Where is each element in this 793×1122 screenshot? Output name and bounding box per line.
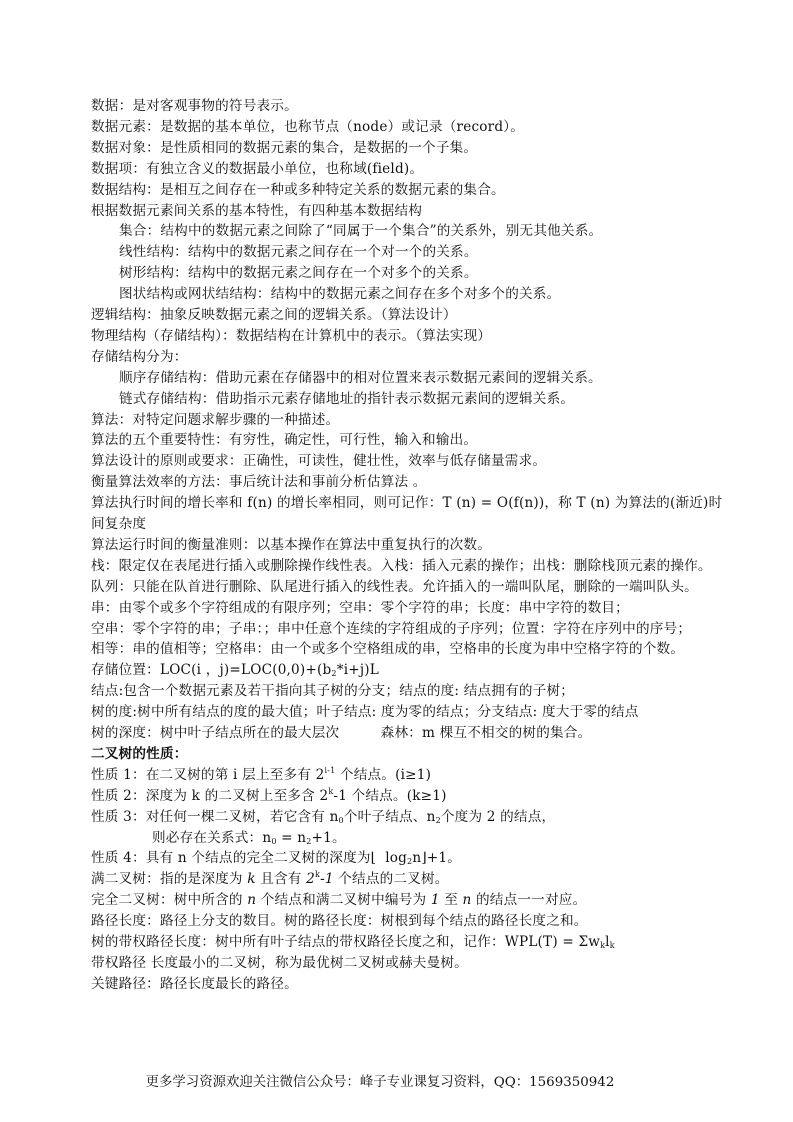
text-line bbox=[91, 430, 477, 450]
text-segment: 集合：结构中的数据元素之间除了“同属于一个集合”的关系外，别无其他关系。 bbox=[119, 223, 603, 240]
text-segment: 线性结构：结构中的数据元素之间存在一个对一个的关系。 bbox=[119, 244, 478, 261]
page-footer: 更多学习资源欢迎关注微信公众号：峰子专业课复习资料，QQ：1569350942 bbox=[145, 1075, 615, 1090]
subscript: 2 bbox=[306, 836, 312, 846]
text-segment: 数据元素：是数据的基本单位，也称节点（node）或记录（record）。 bbox=[91, 118, 525, 135]
text-line bbox=[91, 723, 591, 743]
text-segment: 数据结构：是相互之间存在一种或多种特定关系的数据元素的集合。 bbox=[91, 181, 505, 198]
text-segment: 算法：对特定问题求解步骤的一种描述。 bbox=[91, 411, 340, 428]
text-line bbox=[91, 472, 427, 492]
text-line bbox=[91, 180, 505, 200]
text-segment: 栈：限定仅在表尾进行插入或删除操作线性表。入栈：插入元素的操作；出栈：删除栈顶元素的操作。 bbox=[91, 557, 712, 574]
subscript: k bbox=[609, 941, 615, 950]
text-line bbox=[91, 159, 423, 179]
text-line bbox=[91, 932, 615, 952]
text-line bbox=[91, 201, 422, 221]
text-segment: = n bbox=[276, 829, 307, 846]
text-line bbox=[91, 410, 339, 430]
text-segment: 根据数据元素间关系的基本特性，有四种基本数据结构 bbox=[91, 202, 423, 219]
text-segment: n bbox=[462, 892, 472, 909]
text-segment: 个结点和满二叉树中编号为 bbox=[256, 892, 431, 909]
text-segment: 2 bbox=[306, 871, 315, 888]
text-segment: 性质 1：在二叉树的第 i 层上至多有 2 bbox=[91, 766, 325, 783]
text-segment: 1 bbox=[430, 892, 440, 909]
text-segment: 性质 4：具有 n 个结点的完全二叉树的深度为⌊ log bbox=[91, 850, 408, 867]
text-segment: 串：由零个或多个字符组成的有限序列；空串：零个字符的串；长度：串中字符的数目； bbox=[91, 599, 629, 616]
text-line bbox=[91, 514, 146, 534]
text-line bbox=[91, 535, 491, 555]
text-line bbox=[91, 765, 431, 785]
text-segment: 树的深度：树中叶子结点所在的最大层次 森林：m 棵互不相交的树的集合。 bbox=[91, 725, 592, 741]
text-segment: 树形结构：结构中的数据元素之间存在一个对多个的关系。 bbox=[119, 265, 478, 282]
text-segment: l bbox=[605, 934, 610, 950]
text-segment: 至 bbox=[439, 892, 463, 909]
superscript: k bbox=[315, 870, 321, 880]
text-segment: 树的度:树中所有结点的度的最大值；叶子结点: 度为零的结点；分支结点: 度大于零的结点 bbox=[91, 704, 639, 721]
text-segment: 结点:包含一个数据元素及若干指向其子树的分支；结点的度: 结点拥有的子树； bbox=[91, 683, 575, 700]
text-segment: k bbox=[247, 871, 256, 888]
text-line bbox=[91, 117, 524, 137]
text-line bbox=[91, 598, 629, 618]
text-line bbox=[91, 848, 461, 868]
text-segment: +1。 bbox=[311, 829, 346, 846]
text-segment: 存储位置：LOC(i ，j)=LOC(0,0)+(b bbox=[91, 662, 332, 679]
text-segment: 数据：是对客观事物的符号表示。 bbox=[91, 98, 298, 114]
subscript: 2 bbox=[435, 815, 441, 825]
text-line bbox=[91, 869, 449, 889]
text-segment: 性质 2：深度为 k 的二叉树上至多含 2 bbox=[91, 787, 329, 804]
text-segment: 个叶子结点、n bbox=[343, 808, 436, 825]
subscript: 2 bbox=[407, 857, 413, 867]
text-line bbox=[91, 556, 712, 576]
text-line bbox=[91, 786, 447, 806]
text-line bbox=[91, 347, 188, 367]
text-segment: 算法执行时间的增长率和 f(n) 的增长率相同，则可记作：T (n) = O(f(n))，称 T (n) 为算法的(渐近)时 bbox=[91, 495, 723, 512]
text-segment: 数据对象：是性质相同的数据元素的集合，是数据的一个子集。 bbox=[91, 139, 478, 156]
text-segment: 树的带权路径长度：树中所有叶子结点的带权路径长度之和，记作：WPL(T) = Σw bbox=[91, 934, 601, 950]
superscript: k bbox=[328, 786, 334, 796]
subscript: k bbox=[600, 941, 606, 950]
text-line bbox=[91, 493, 722, 513]
text-segment: 路径长度：路径上分支的数目。树的路径长度：树根到每个结点的路径长度之和。 bbox=[91, 913, 588, 930]
text-segment: 个结点的二叉树。 bbox=[333, 871, 449, 888]
text-line bbox=[119, 221, 602, 241]
text-line bbox=[91, 96, 298, 116]
text-segment: 的结点一一对应。 bbox=[471, 892, 587, 909]
text-line bbox=[91, 890, 586, 910]
text-line bbox=[91, 702, 639, 722]
text-segment: 完全二叉树：树中所含的 bbox=[91, 892, 248, 909]
text-segment: 逻辑结构：抽象反映数据元素之间的逻辑关系。（算法设计） bbox=[91, 307, 457, 323]
text-line bbox=[91, 326, 491, 346]
section-heading bbox=[91, 744, 188, 764]
text-line bbox=[119, 284, 560, 304]
text-line bbox=[91, 974, 298, 994]
text-line bbox=[91, 807, 555, 827]
text-segment: 二叉树的性质： bbox=[91, 745, 188, 762]
text-segment: 算法运行时间的衡量准则：以基本操作在算法中重复执行的次数。 bbox=[91, 536, 492, 553]
text-line bbox=[152, 828, 346, 848]
text-segment: 且含有 bbox=[255, 871, 307, 888]
subscript: 2 bbox=[331, 669, 337, 679]
text-line bbox=[91, 619, 691, 639]
text-segment: 顺序存储结构：借助元素在存储器中的相对位置来表示数据元素间的逻辑关系。 bbox=[119, 369, 602, 386]
text-segment: 算法设计的原则或要求：正确性，可读性，健壮性，效率与低存储量需求。 bbox=[91, 453, 547, 470]
text-segment: 带权路径 长度最小的二叉树，称为最优树二叉树或赫夫曼树。 bbox=[91, 954, 468, 971]
text-segment: 存储结构分为： bbox=[91, 348, 188, 365]
text-line bbox=[119, 389, 574, 409]
text-segment: 物理结构（存储结构）：数据结构在计算机中的表示。（算法实现） bbox=[91, 327, 492, 344]
text-segment: 队列：只能在队首进行删除、队尾进行插入的线性表。允许插入的一端叫队尾，删除的一端叫队头。 bbox=[91, 578, 698, 595]
superscript: i-1 bbox=[324, 765, 336, 775]
text-line bbox=[91, 681, 574, 701]
text-segment: 链式存储结构：借助指示元素存储地址的指针表示数据元素间的逻辑关系。 bbox=[119, 390, 575, 407]
text-line bbox=[91, 911, 588, 931]
text-line bbox=[119, 368, 602, 388]
text-line bbox=[91, 953, 468, 973]
text-segment: 性质 3：对任何一棵二叉树，若它含有 n bbox=[91, 808, 339, 825]
text-segment: 相等：串的值相等；空格串：由一个或多个空格组成的串，空格串的长度为串中空格字符的个数。 bbox=[91, 641, 685, 658]
text-segment: n⌋+1。 bbox=[412, 850, 462, 867]
text-segment: -1 bbox=[320, 871, 334, 888]
text-segment: -1 个结点。(k≥1) bbox=[333, 787, 447, 804]
text-segment: 数据项：有独立含义的数据最小单位，也称域(field)。 bbox=[91, 160, 424, 177]
text-segment: 则必存在关系式：n bbox=[152, 829, 272, 846]
text-line bbox=[119, 242, 478, 262]
subscript: 0 bbox=[338, 815, 344, 825]
text-line bbox=[91, 138, 477, 158]
text-segment: 个结点。(i≥1) bbox=[335, 766, 432, 783]
text-segment: 满二叉树：指的是深度为 bbox=[91, 871, 248, 888]
text-line bbox=[91, 577, 698, 597]
text-segment: 图状结构或网状结结构：结构中的数据元素之间存在多个对多个的关系。 bbox=[119, 286, 561, 303]
text-line bbox=[91, 639, 684, 659]
text-segment: 算法的五个重要特性：有穷性，确定性，可行性，输入和输出。 bbox=[91, 432, 478, 449]
text-line bbox=[91, 451, 546, 471]
text-segment: n bbox=[247, 892, 257, 909]
text-segment: 个度为 2 的结点， bbox=[440, 808, 556, 825]
text-segment: 空串：零个字符的串；子串：；串中任意个连续的字符组成的子序列；位置：字符在序列中的序号； bbox=[91, 620, 692, 637]
text-segment: *i+j)L bbox=[336, 662, 379, 679]
text-line bbox=[91, 660, 379, 680]
text-segment: 关键路径：路径长度最长的路径。 bbox=[91, 975, 298, 992]
text-segment: 间复杂度 bbox=[91, 516, 147, 532]
subscript: 0 bbox=[271, 836, 277, 846]
text-line bbox=[91, 305, 457, 325]
text-line bbox=[119, 263, 478, 283]
text-segment: 衡量算法效率的方法：事后统计法和事前分析估算法 。 bbox=[91, 474, 427, 491]
